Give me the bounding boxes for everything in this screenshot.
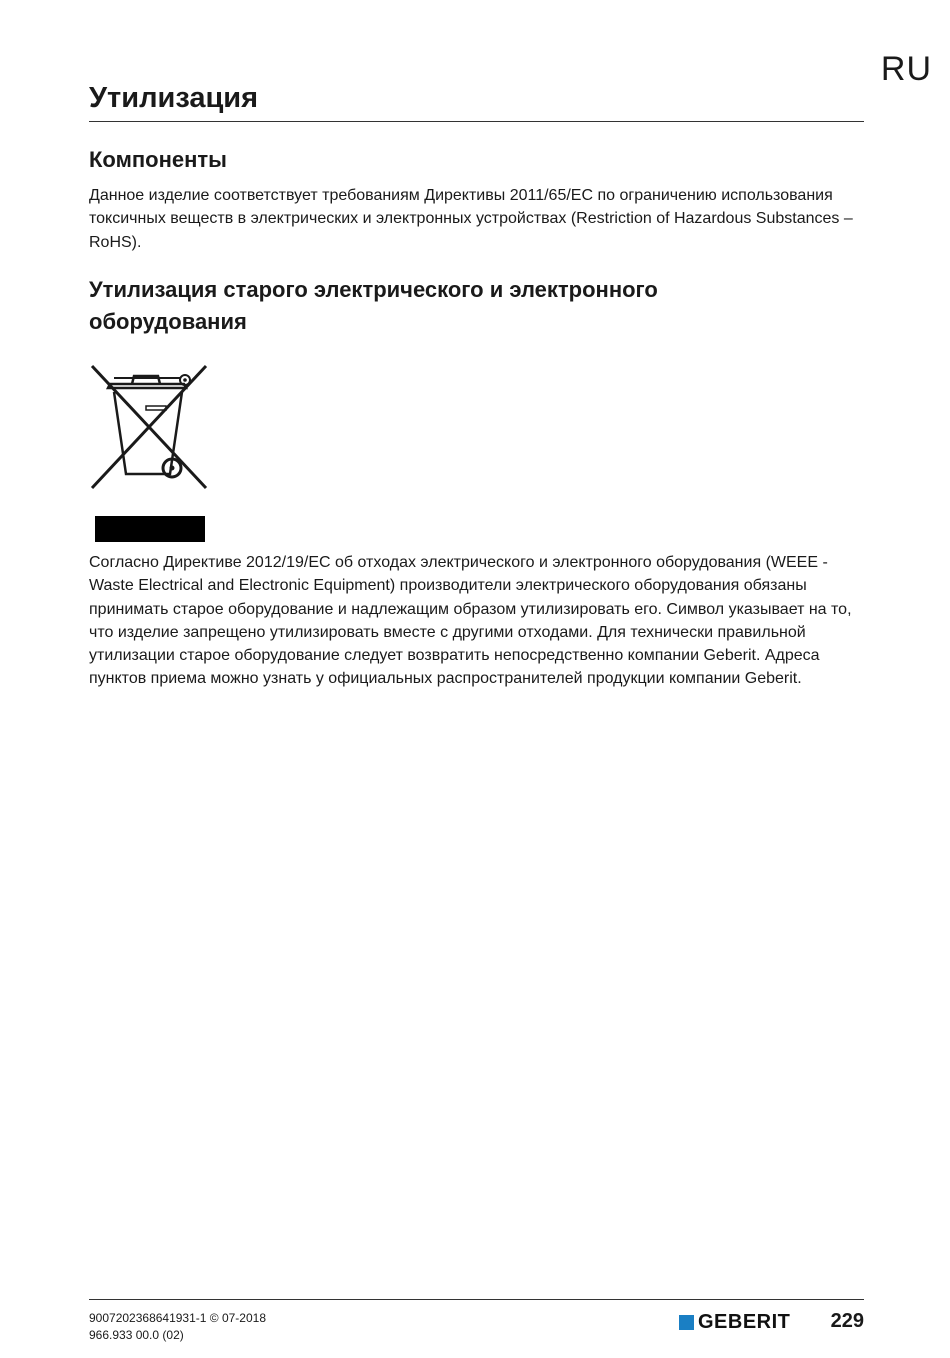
- footer-doc-id: 9007202368641931-1 © 07-2018: [89, 1311, 266, 1325]
- language-tag: RU: [880, 50, 932, 88]
- title-divider: [89, 121, 864, 122]
- page-title: Утилизация: [89, 82, 259, 114]
- brand-logo: [679, 1310, 790, 1334]
- components-heading: Компоненты: [89, 147, 227, 172]
- page-number: 229: [830, 1310, 864, 1332]
- footer-divider: [89, 1299, 864, 1300]
- footer-document-info: [89, 1310, 266, 1344]
- footer-doc-number: 966.933 00.0 (02): [89, 1328, 184, 1342]
- crossed-out-wheelie-bin-icon: [88, 362, 210, 492]
- weee-marking-bar: [95, 516, 205, 542]
- components-paragraph: Данное изделие соответствует требованиям Директивы 2011/65/EC по ограничению использования токсичных веществ в электрических и электронных устройствах (Restriction of Hazardous Substances – RoHS).: [89, 187, 853, 251]
- disposal-heading: Утилизация старого электрического и электронного оборудования: [89, 277, 658, 334]
- disposal-paragraph: Согласно Директиве 2012/19/EC об отходах электрического и электронного оборудования (WEEE - Waste Electrical and Electronic Equipment) производители электрического оборудования обязаны принимать старое оборудование и надлежащим образом утилизировать его. Символ указывает на то, что изделие запрещено утилизировать вместе с другими отходами. Для технически правильной утилизации старое оборудование следует возвратить непосредственно компании Geberit. Адреса пунктов приема можно узнать у официальных распространителей продукции компании Geberit.: [89, 554, 852, 688]
- brand-square-icon: [679, 1315, 694, 1330]
- brand-name: GEBERIT: [698, 1310, 791, 1333]
